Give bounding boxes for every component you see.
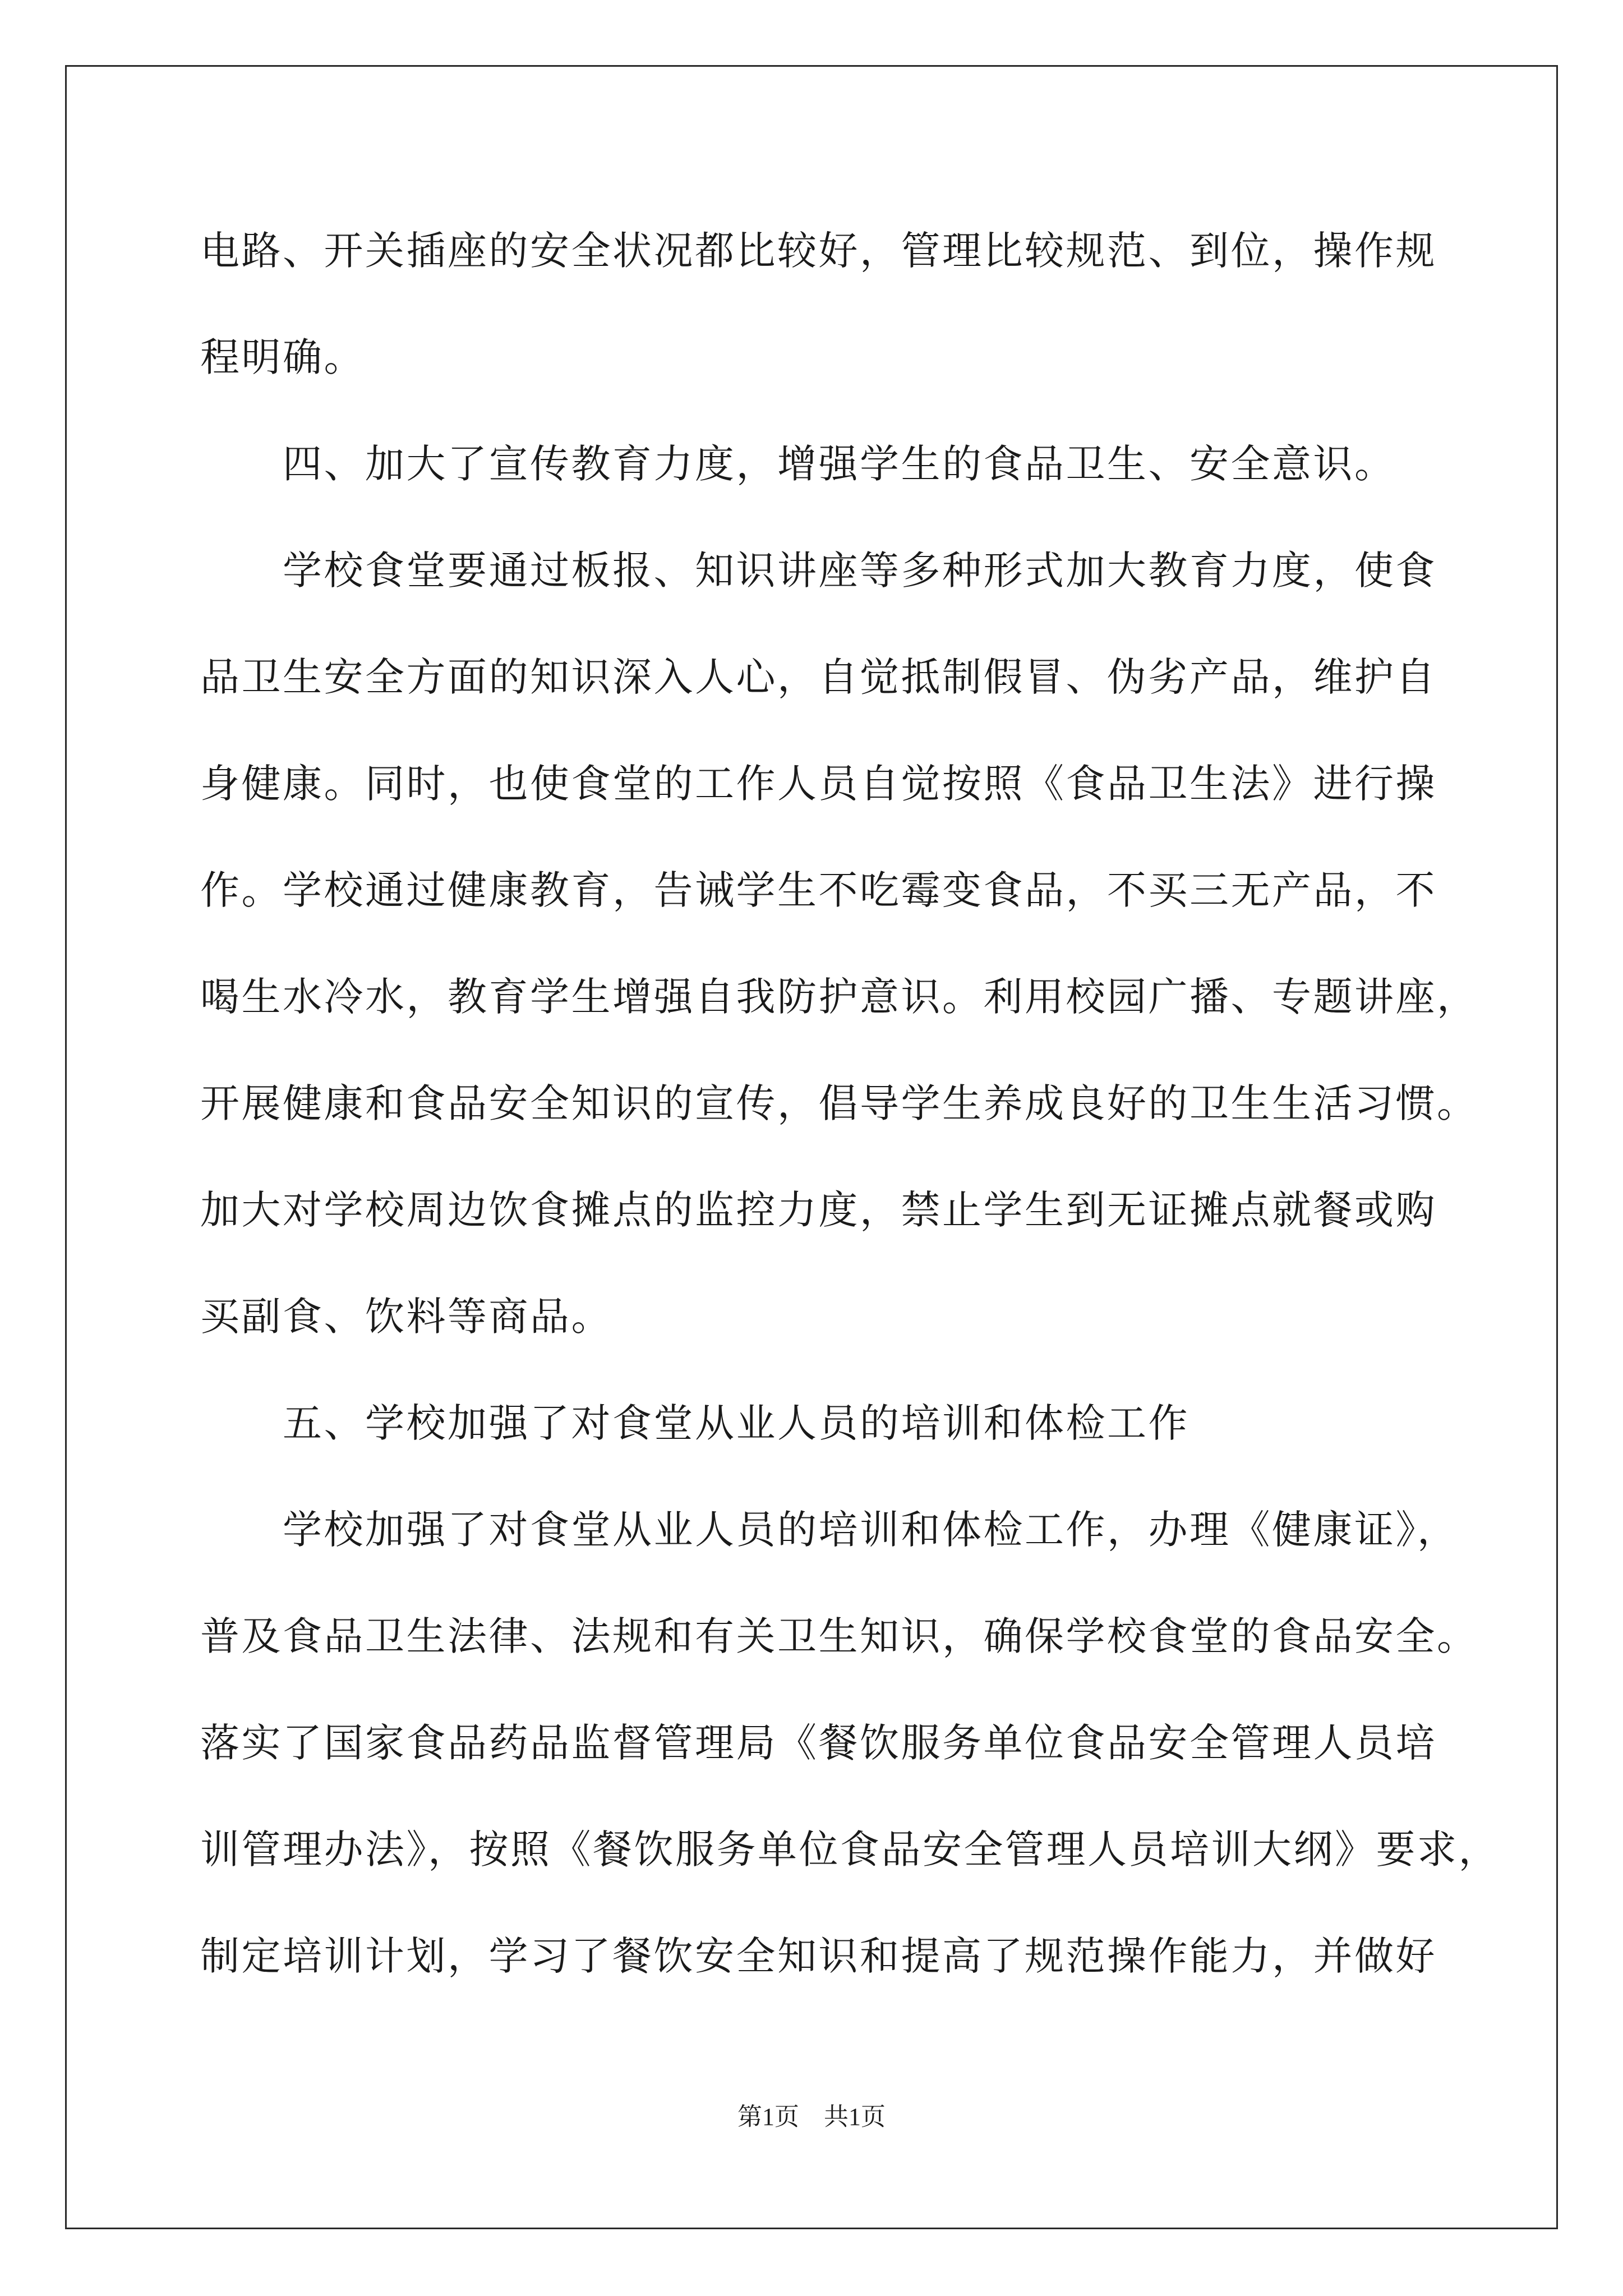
text-line: 开展健康和食品安全知识的宣传，倡导学生养成良好的卫生生活习惯。 xyxy=(200,1080,1478,1126)
text-line: 品卫生安全方面的知识深入人心，自觉抵制假冒、伪劣产品，维护自 xyxy=(200,654,1437,700)
text-line: 学校加强了对食堂从业人员的培训和体检工作，办理《健康证》， xyxy=(200,1507,1459,1553)
text-line: 加大对学校周边饮食摊点的监控力度，禁止学生到无证摊点就餐或购 xyxy=(200,1187,1437,1233)
page-border xyxy=(65,65,1558,2229)
text-line: 落实了国家食品药品监督管理局《餐饮服务单位食品安全管理人员培 xyxy=(200,1720,1437,1766)
text-line: 买副食、饮料等商品。 xyxy=(200,1294,612,1340)
text-line: 作。学校通过健康教育，告诫学生不吃霉变食品，不买三无产品，不 xyxy=(200,867,1437,913)
text-line: 电路、开关插座的安全状况都比较好，管理比较规范、到位，操作规 xyxy=(200,228,1437,274)
text-line: 身健康。同时，也使食堂的工作人员自觉按照《食品卫生法》进行操 xyxy=(200,761,1437,807)
section-heading: 五、学校加强了对食堂从业人员的培训和体检工作 xyxy=(200,1400,1189,1446)
text-line: 学校食堂要通过板报、知识讲座等多种形式加大教育力度，使食 xyxy=(200,547,1437,593)
text-line: 训管理办法》，按照《餐饮服务单位食品安全管理人员培训大纲》要求， xyxy=(200,1826,1500,1872)
section-heading: 四、加大了宣传教育力度，增强学生的食品卫生、安全意识。 xyxy=(200,441,1396,487)
text-line: 普及食品卫生法律、法规和有关卫生知识，确保学校食堂的食品安全。 xyxy=(200,1613,1478,1659)
text-line: 制定培训计划，学习了餐饮安全知识和提高了规范操作能力，并做好 xyxy=(200,1933,1437,1979)
page-number: 第1页 共1页 xyxy=(737,2103,886,2131)
text-line: 喝生水冷水，教育学生增强自我防护意识。利用校园广播、专题讲座， xyxy=(200,974,1478,1020)
page-footer xyxy=(0,2101,1623,2133)
text-line: 程明确。 xyxy=(200,334,365,380)
